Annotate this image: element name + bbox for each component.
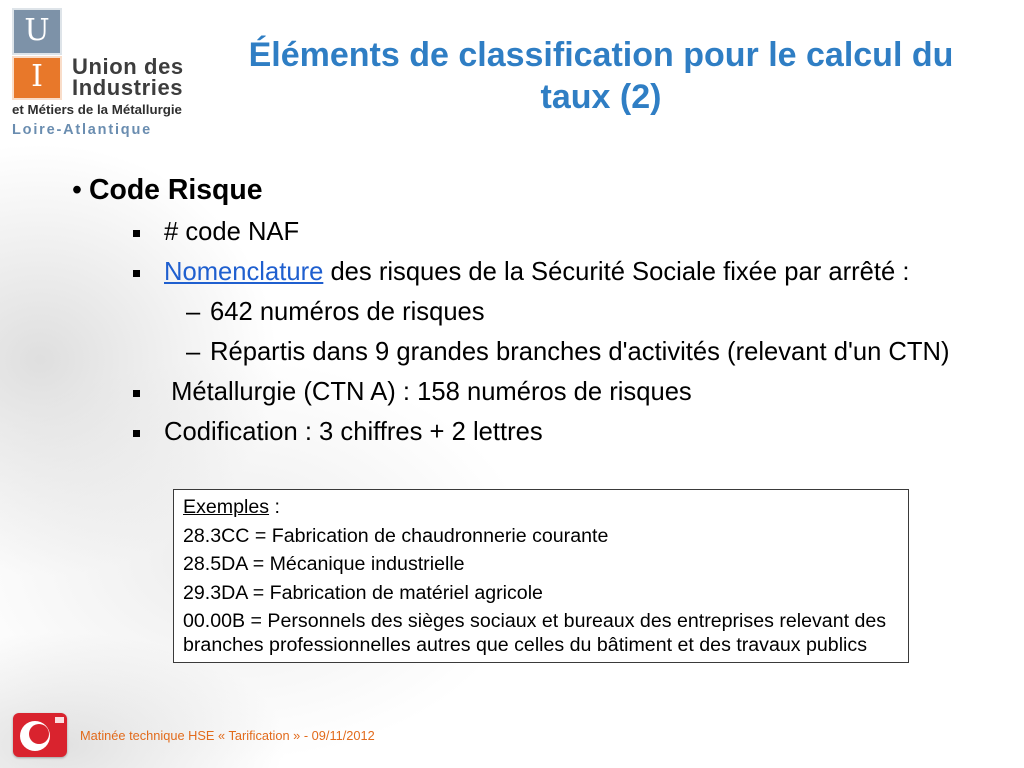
list-item-text: Métallurgie (CTN A) : 158 numéros de risques <box>164 378 692 406</box>
bullet-heading <box>0 173 400 207</box>
page-title <box>230 34 972 118</box>
sub-list-item <box>0 292 1000 332</box>
example-entry: 29.3DA = Fabrication de matériel agricole <box>183 581 543 604</box>
page-title-line-1: Éléments de classification pour le calcul du <box>248 36 954 74</box>
sub-list-item <box>0 332 1000 372</box>
example-entry: 00.00B = Personnels des sièges sociaux et bureaux des entreprises relevant des branches professionnelles autres que celles du bâtiment et des travaux publics <box>183 610 887 656</box>
list-item-text-rest: des risques de la Sécurité Sociale fixée par arrêté : <box>323 258 910 286</box>
round-bullet: • <box>72 174 82 206</box>
logo-text-union: Union des <box>72 54 184 79</box>
square-bullet-icon <box>133 430 140 437</box>
list-item-text <box>164 252 909 292</box>
examples-box <box>173 489 909 663</box>
examples-label-line <box>183 495 902 519</box>
logo-text-industries: Industries <box>72 75 184 100</box>
example-entry: 28.3CC = Fabrication de chaudronnerie courante <box>183 524 609 547</box>
logo-letter-i: I <box>12 56 62 100</box>
list-item-text: # code NAF <box>164 218 300 246</box>
logo-text-region: Loire-Atlantique <box>12 122 152 138</box>
logo-letter-u: U <box>12 8 62 55</box>
list-item <box>0 412 1000 452</box>
examples-label-suffix: : <box>269 496 280 518</box>
example-entry: 28.5DA = Mécanique industrielle <box>183 553 465 575</box>
uimm-logo <box>0 0 200 145</box>
page-title-line-2: taux (2) <box>540 78 662 116</box>
square-bullet-icon <box>133 270 140 277</box>
sub-list-item-text: 642 numéros de risques <box>210 298 485 326</box>
square-bullet-icon <box>133 390 140 397</box>
nomenclature-link[interactable]: Nomenclature <box>164 258 324 286</box>
footer-text: Matinée technique HSE « Tarification » - 09/11/2012 <box>80 728 375 743</box>
square-bullet-icon <box>133 230 140 237</box>
heading-text: Code Risque <box>89 174 263 206</box>
logo-text-metiers: et Métiers de la Métallurgie <box>12 102 182 117</box>
dash-bullet: – <box>186 338 201 366</box>
examples-label: Exemples <box>183 496 270 518</box>
dash-bullet: – <box>186 298 201 326</box>
footer-logo-icon <box>13 713 67 757</box>
footer-logo-tag <box>55 717 64 723</box>
list-item <box>0 212 1000 252</box>
footer-logo-core <box>29 724 49 744</box>
list-item-text: Codification : 3 chiffres + 2 lettres <box>164 418 543 446</box>
list-item <box>0 372 1000 412</box>
sub-list-item-text: Répartis dans 9 grandes branches d'activités (relevant d'un CTN) <box>210 338 950 366</box>
list-item <box>0 252 1000 292</box>
